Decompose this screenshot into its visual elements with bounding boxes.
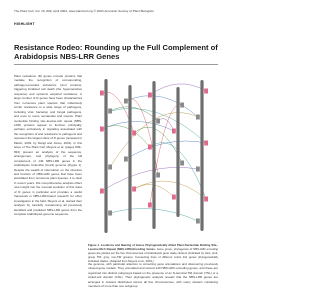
chromosome-bar-2 bbox=[128, 85, 131, 221]
phylogenetic-link bbox=[126, 141, 206, 159]
chromosome-bar-5 bbox=[200, 80, 203, 231]
gene-cluster-mark bbox=[196, 219, 200, 224]
chromosome-bars bbox=[104, 79, 203, 233]
chromosome-bar-4 bbox=[176, 87, 179, 217]
phylogenetic-link bbox=[110, 107, 158, 121]
gene-cluster-mark bbox=[156, 119, 160, 124]
title-divider bbox=[14, 64, 218, 65]
gene-cluster-mark bbox=[124, 99, 128, 104]
figure-caption-text: Gene group, phylogenies of NBS-LRR encoding genes are plotted per the five chromosomes of Arabidopsis gene clade clusters (indicated by bars; pink, group TIR; gray, non-TIR groups). Connecting lines of different colors link genes phylogenetically indicated clades. (Adapted from Meyers et al., 2003.) bbox=[88, 246, 218, 263]
gene-cluster-mark bbox=[100, 189, 104, 194]
chromosome-cluster-diagram bbox=[88, 71, 218, 242]
gene-cluster-mark bbox=[108, 165, 112, 170]
chromosome-bar-3 bbox=[152, 81, 155, 229]
gene-cluster-mark bbox=[180, 161, 184, 166]
gene-cluster-mark bbox=[172, 129, 176, 134]
gene-cluster-mark bbox=[124, 157, 128, 162]
phylogenetic-link bbox=[102, 126, 150, 147]
chromosome-bar-1 bbox=[104, 79, 107, 233]
gene-cluster-mark bbox=[204, 89, 208, 94]
gene-cluster-mark bbox=[148, 203, 152, 208]
body-column-text: Plant resistance (R) genes encode proteins that mediate the recognition of corresponding, pathogen-encoded avirulence (Avr) proteins, triggering localized cell death (the hypersensitive response) and systemic acquired resistance. A large number of R genes have been characterized from numerous plant species that collectively confer resistance to a wide range of pathogens, including viral, bacterial, and fungal pathogens, and even to some nematodes and insects. Plant nucleotide binding site–leucine-rich repeat (NBS-LRR) proteins appear to function principally, perhaps exclusively in signaling associated with the recognition of and resistance to pathogens and represent the largest class of R genes (reviewed in Martin, 2003, by Dangl and Jones, 2001). In this issue of The Plant Cell, Meyers et al. (pages 809–834) present an analysis of the sequence, arrangement, and phylogeny of the full complement of 149 NBS-LRR genes in the Arabidopsis Columbia (Col-0) genome (Figure 1). Despite the wealth of information on the structure and function of NBS-LRR genes that have been elucidated from numerous plant species, it is clear in recent years, this comprehensive analysis offers new insight into the unusual evolution of this class of R genes in particular and provides a useful framework in NBS-LRR-based research for other investigators in the field. Meyers et al. started their analysis by carefully reexamining all previously identified and predicted NBS-LRR genes from the complete Arabidopsis genome sequence. bbox=[14, 74, 82, 217]
figure-caption-title: Locations and Naming of Genes Phylogenetically Allied Plant Nucleotide Binding Site–Leucine-Rich Repeat (NBS-LRR)-Encoding Genes. bbox=[88, 243, 219, 251]
gene-cluster-mark bbox=[148, 93, 152, 98]
phylogenetic-link bbox=[102, 167, 198, 191]
article-title: Resistance Rodeo: Rounding up the Full Complement of Arabidopsis NBS-LRR Genes bbox=[14, 43, 218, 61]
gene-cluster-mark bbox=[204, 141, 208, 146]
figure-1 bbox=[88, 71, 218, 242]
gene-cluster-mark bbox=[180, 103, 184, 108]
phylogenetic-link bbox=[126, 96, 198, 117]
gene-cluster-mark bbox=[108, 109, 112, 114]
gene-cluster-mark bbox=[132, 131, 136, 136]
gene-cluster-mark bbox=[196, 115, 200, 120]
bottom-column-text: the genome, with particular attention to correcting gene annotations and discovering previously missed gene models. They annotated and named 149 NBS-LRR–encoding genes, and these are organized into distinct subgroups based on the presence of an N-terminal TIR domain (TNL) or a coiled-coil domain (CNL). Their phylogenetic analysis reveals that the NBS-LRR genes are arranged in clusters distributed across all five chromosomes, with many clusters containing members of more than one subgroup. bbox=[88, 262, 218, 289]
phylogenetic-link bbox=[102, 121, 174, 131]
gene-cluster-mark bbox=[108, 211, 112, 216]
figure-caption bbox=[88, 243, 219, 263]
gene-cluster-mark bbox=[156, 173, 160, 178]
figure-caption-label: Figure 1. bbox=[88, 243, 100, 247]
gene-cluster-mark bbox=[100, 91, 104, 96]
phylogenetic-link bbox=[110, 108, 206, 143]
gene-cluster-mark bbox=[100, 127, 104, 132]
gene-cluster-mark bbox=[148, 145, 152, 150]
gene-cluster-mark bbox=[172, 195, 176, 200]
gene-cluster-mark bbox=[132, 187, 136, 192]
section-label: HIGHLIGHT bbox=[14, 22, 35, 26]
running-header: The Plant Cell, Vol. 16, 809, April 2004, www.plantcell.org © 2004 American Society of Plant Biologists bbox=[14, 9, 154, 13]
phylogenetic-link bbox=[134, 181, 206, 199]
gene-cluster-mark bbox=[196, 167, 200, 172]
gene-cluster-mark bbox=[204, 197, 208, 202]
phylogenetic-link bbox=[158, 119, 174, 131]
